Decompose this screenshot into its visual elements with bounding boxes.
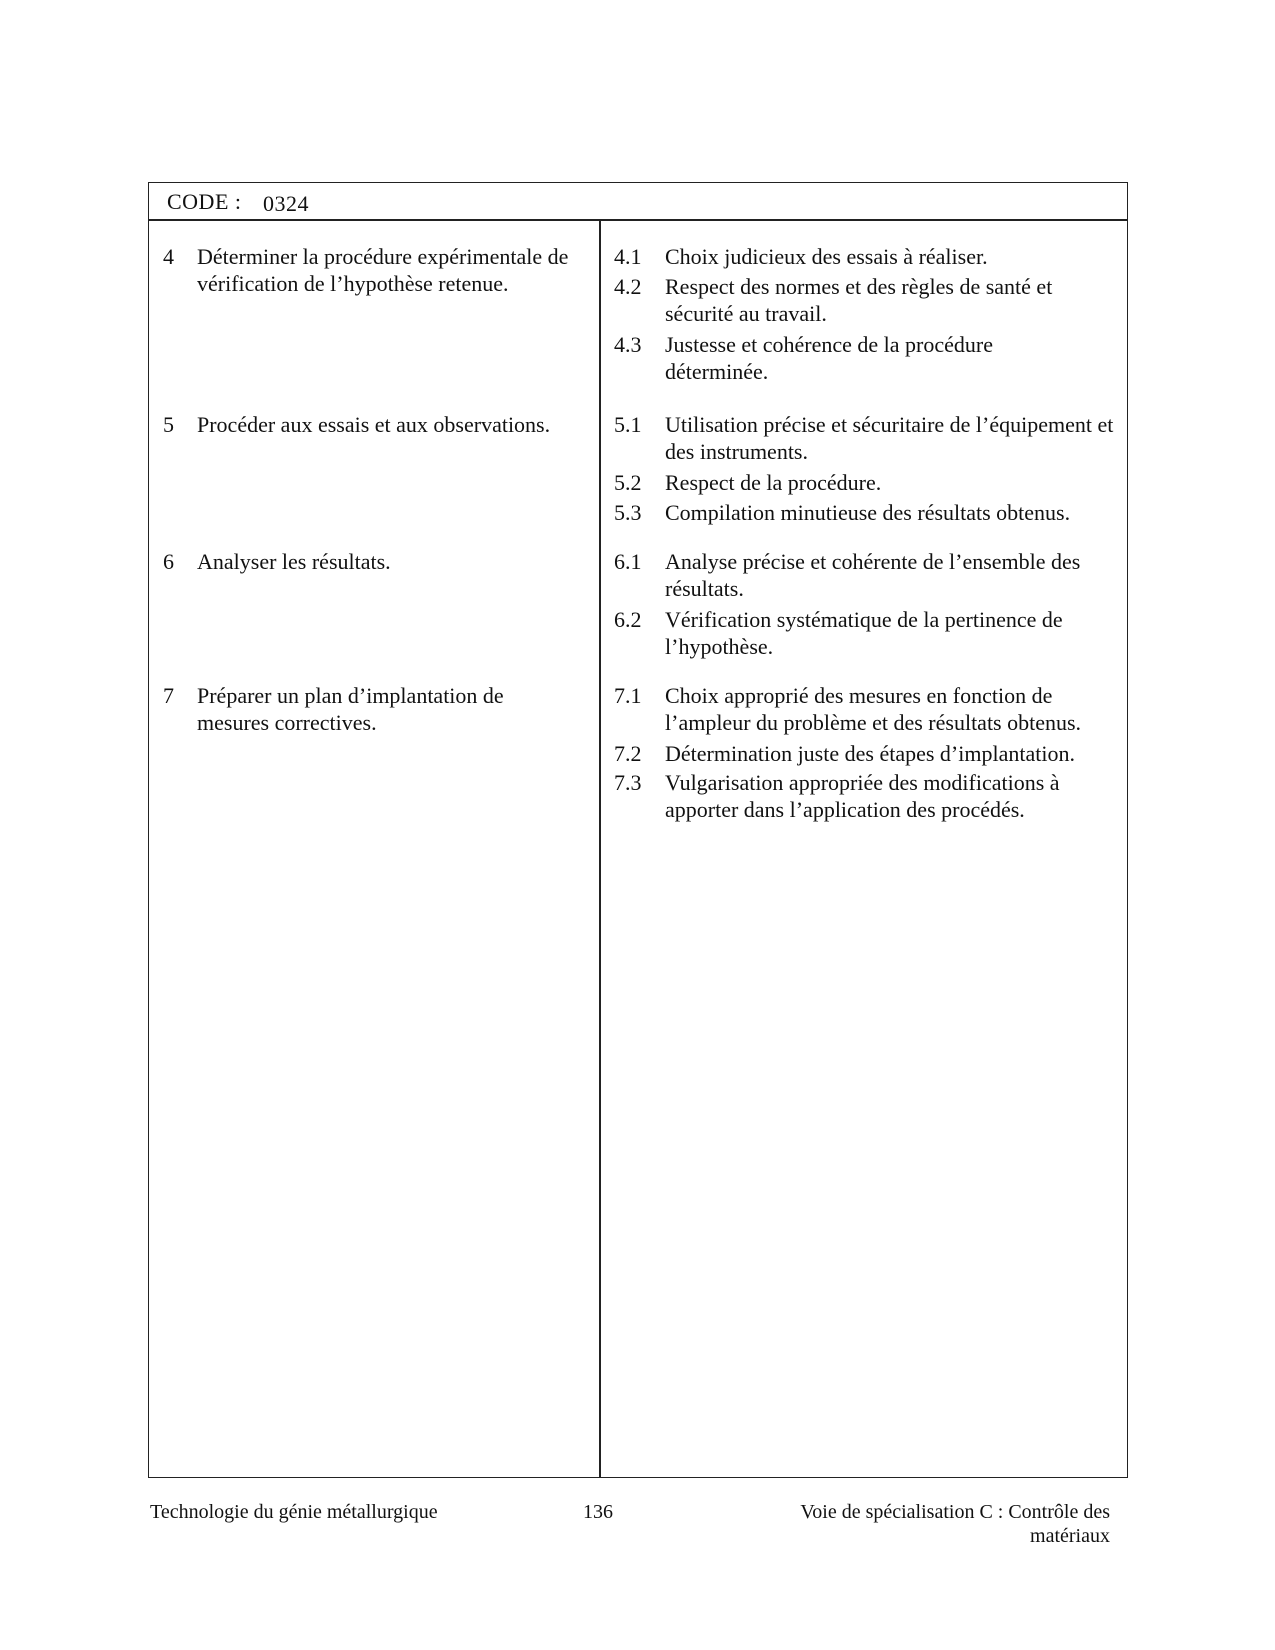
criterion-number: 5.3 bbox=[614, 500, 642, 525]
criterion-number: 4.1 bbox=[614, 244, 642, 269]
criterion-text: Vulgarisation appropriée des modifications à apporter dans l’application des procédés. bbox=[665, 770, 1060, 822]
criterion-text: Vérification systématique de la pertinence de l’hypothèse. bbox=[665, 607, 1063, 659]
element-number: 4 bbox=[163, 244, 174, 269]
criterion-number: 7.2 bbox=[614, 741, 642, 766]
criterion-text: Analyse précise et cohérente de l’ensemble des résultats. bbox=[665, 549, 1081, 601]
criterion-text: Compilation minutieuse des résultats obtenus. bbox=[665, 500, 1071, 525]
criterion-number: 4.2 bbox=[614, 274, 642, 299]
criterion-text: Respect de la procédure. bbox=[665, 470, 882, 495]
code-header bbox=[149, 183, 1127, 221]
criterion-text: Détermination juste des étapes d’implantation. bbox=[665, 741, 1075, 766]
element-number: 7 bbox=[163, 683, 174, 708]
criterion-text: Utilisation précise et sécuritaire de l’équipement et des instruments. bbox=[665, 412, 1114, 464]
element-number: 5 bbox=[163, 412, 174, 437]
element-number: 6 bbox=[163, 549, 174, 574]
criterion-number: 5.2 bbox=[614, 470, 642, 495]
footer-program-title: Technologie du génie métallurgique bbox=[150, 1501, 438, 1523]
column-divider bbox=[599, 221, 601, 1477]
criterion-number: 4.3 bbox=[614, 332, 642, 357]
code-value: 0324 bbox=[263, 191, 309, 216]
criterion-number: 5.1 bbox=[614, 412, 642, 437]
competency-table bbox=[148, 182, 1128, 1478]
footer-specialization: Voie de spécialisation C : Contrôle des matériaux bbox=[800, 1501, 1110, 1547]
criterion-number: 7.3 bbox=[614, 770, 642, 795]
criterion-number: 7.1 bbox=[614, 683, 642, 708]
criterion-text: Respect des normes et des règles de santé et sécurité au travail. bbox=[665, 274, 1053, 326]
criterion-text: Choix approprié des mesures en fonction de l’ampleur du problème et des résultats obtenus. bbox=[665, 683, 1082, 735]
criterion-number: 6.1 bbox=[614, 549, 642, 574]
element-text: Préparer un plan d’implantation de mesures correctives. bbox=[197, 683, 504, 735]
code-label: CODE : bbox=[167, 189, 242, 214]
criterion-number: 6.2 bbox=[614, 607, 642, 632]
page-number: 136 bbox=[583, 1501, 613, 1523]
criterion-text: Choix judicieux des essais à réaliser. bbox=[665, 244, 988, 269]
element-text: Analyser les résultats. bbox=[197, 549, 391, 574]
element-text: Déterminer la procédure expérimentale de vérification de l’hypothèse retenue. bbox=[197, 244, 569, 296]
criterion-text: Justesse et cohérence de la procédure déterminée. bbox=[665, 332, 994, 384]
element-text: Procéder aux essais et aux observations. bbox=[197, 412, 551, 437]
